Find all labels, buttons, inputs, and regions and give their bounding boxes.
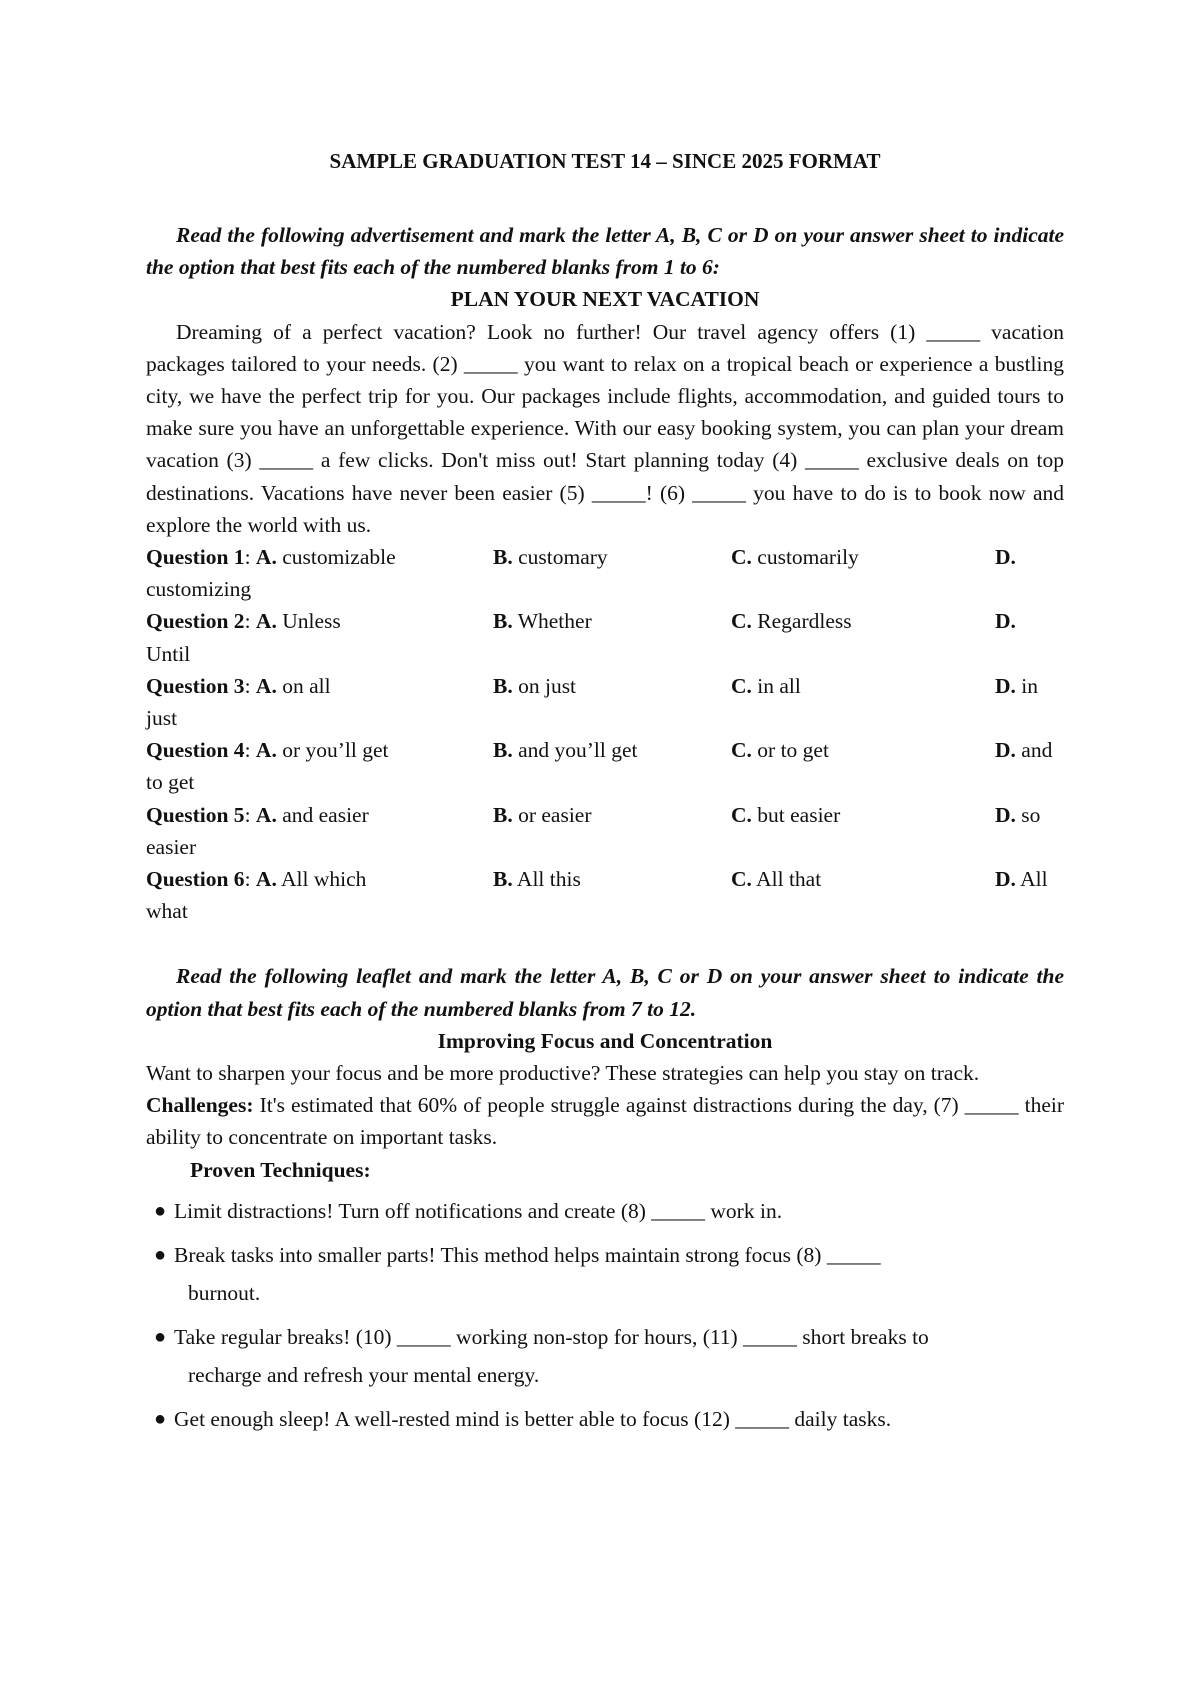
option-c: but easier: [757, 802, 841, 827]
option-letter-d: D.: [995, 866, 1016, 891]
option-letter-c: C.: [731, 802, 752, 827]
option-d-wrap: what: [146, 899, 188, 924]
question-row-1: Question 1: A. customizable B. customary C. customarily D. customizing: [146, 541, 1064, 605]
challenges-paragraph: [146, 1089, 1064, 1153]
option-c: Regardless: [757, 609, 852, 634]
option-a: Unless: [282, 609, 341, 634]
option-a: or you’ll get: [282, 738, 389, 763]
option-b: on just: [518, 673, 577, 698]
bullet-icon: ●: [154, 1407, 167, 1430]
bullet-icon: ●: [154, 1243, 167, 1266]
option-b: Whether: [517, 609, 592, 634]
bullet-icon: ●: [154, 1199, 167, 1222]
question-label: Question 5: [146, 802, 245, 827]
option-letter-a: A.: [255, 545, 277, 570]
option-letter-c: C.: [731, 609, 752, 634]
option-c: in all: [757, 673, 801, 698]
option-d-head: so: [1021, 802, 1041, 827]
option-c: or to get: [757, 738, 829, 763]
question-label: Question 1: [146, 545, 245, 570]
option-letter-b: B.: [493, 545, 513, 570]
option-letter-b: B.: [493, 609, 513, 634]
page-title: SAMPLE GRADUATION TEST 14 – SINCE 2025 FORMAT: [329, 149, 881, 173]
option-letter-a: A.: [255, 866, 277, 891]
option-letter-c: C.: [731, 738, 752, 763]
technique-text-continued: burnout.: [188, 1280, 261, 1305]
document-page: [146, 145, 1064, 1438]
option-b: and you’ll get: [518, 738, 638, 763]
option-letter-d: D.: [995, 673, 1016, 698]
question-row-3: Question 3: A. on all B. on just C. in all D. in just: [146, 670, 1064, 734]
technique-text: Limit distractions! Turn off notifications and create (8) _____ work in.: [174, 1198, 783, 1223]
option-letter-b: B.: [493, 673, 513, 698]
option-letter-c: C.: [731, 545, 752, 570]
question-row-4: Question 4: A. or you’ll get B. and you’ll get C. or to get D. and to get: [146, 734, 1064, 798]
option-d-head: All: [1020, 866, 1048, 891]
technique-text: Break tasks into smaller parts! This method helps maintain strong focus (8) _____: [174, 1242, 881, 1267]
option-letter-b: B.: [493, 866, 513, 891]
question-row-2: Question 2: A. Unless B. Whether C. Regardless D. Until: [146, 605, 1064, 669]
section1-passage: Dreaming of a perfect vacation? Look no further! Our travel agency offers (1) _____ vacation packages tailored to your needs. (2) _____ you want to relax on a tropical beach or experience a bustling city, we have the perfect trip for you. Our packages include flights, accommodation, and guided tours to make sure you have an unforgettable experience. With our easy booking system, you can plan your dream vacation (3) _____ a few clicks. Don't miss out! Start planning today (4) _____ exclusive deals on top destinations. Vacations have never been easier (5) _____! (6) _____ you have to do is to book now and explore the world with us.: [146, 319, 1064, 537]
bullet-icon: ●: [154, 1325, 167, 1348]
technique-item-3: [146, 1318, 1064, 1394]
option-letter-b: B.: [493, 738, 513, 763]
option-letter-d: D.: [995, 738, 1016, 763]
option-b: customary: [518, 545, 608, 570]
option-letter-a: A.: [255, 609, 277, 634]
option-letter-d: D.: [995, 609, 1016, 634]
section-gap: [146, 927, 1064, 960]
option-a: customizable: [282, 545, 396, 570]
option-d-head: and: [1021, 738, 1053, 763]
technique-list: [146, 1192, 1064, 1438]
option-d-wrap: easier: [146, 834, 197, 859]
question-list: [146, 541, 1064, 927]
option-letter-d: D.: [995, 802, 1016, 827]
option-d-wrap: customizing: [146, 577, 252, 602]
technique-item-1: [146, 1192, 1064, 1230]
option-d-wrap: just: [146, 706, 178, 730]
option-d-head: in: [1021, 673, 1039, 698]
section1-heading: PLAN YOUR NEXT VACATION: [450, 287, 760, 312]
technique-item-4: [146, 1400, 1064, 1438]
question-label: Question 6: [146, 866, 245, 891]
question-label: Question 3: [146, 673, 245, 698]
challenges-text: It's estimated that 60% of people struggle against distractions during the day, (7) _____ their ability to concentrate on important tasks.: [146, 1093, 1064, 1150]
option-letter-c: C.: [731, 866, 752, 891]
option-letter-d: D.: [995, 545, 1016, 570]
section1-instruction: Read the following advertisement and mark the letter A, B, C or D on your answer sheet to indicate the option that best fits each of the numbered blanks from 1 to 6:: [146, 223, 1064, 280]
option-letter-a: A.: [255, 738, 277, 763]
question-label: Question 4: [146, 738, 245, 763]
option-a: on all: [282, 673, 331, 698]
option-d-wrap: Until: [146, 641, 191, 666]
technique-text-continued: recharge and refresh your mental energy.: [188, 1362, 540, 1387]
option-b: All this: [516, 866, 581, 891]
option-c: All that: [756, 866, 822, 891]
option-a: All which: [281, 866, 367, 891]
technique-item-2: [146, 1236, 1064, 1312]
option-letter-a: A.: [255, 802, 277, 827]
option-a: and easier: [282, 802, 369, 827]
question-row-6: Question 6: A. All which B. All this C. All that D. All what: [146, 863, 1064, 927]
section2-heading: Improving Focus and Concentration: [437, 1028, 773, 1053]
option-d-wrap: to get: [146, 770, 195, 795]
question-label: Question 2: [146, 609, 245, 634]
option-letter-a: A.: [255, 673, 277, 698]
technique-text: Get enough sleep! A well-rested mind is better able to focus (12) _____ daily tasks.: [174, 1406, 892, 1431]
question-row-5: Question 5: A. and easier B. or easier C. but easier D. so easier: [146, 799, 1064, 863]
option-b: or easier: [518, 802, 592, 827]
challenges-label: Challenges:: [146, 1093, 254, 1118]
option-c: customarily: [757, 545, 859, 570]
option-letter-b: B.: [493, 802, 513, 827]
techniques-heading: Proven Techniques:: [190, 1157, 371, 1182]
technique-text: Take regular breaks! (10) _____ working non-stop for hours, (11) _____ short breaks to: [174, 1324, 929, 1349]
option-letter-c: C.: [731, 673, 752, 698]
section2-intro: Want to sharpen your focus and be more productive? These strategies can help you stay on track.: [146, 1060, 980, 1085]
section2-instruction: Read the following leaflet and mark the letter A, B, C or D on your answer sheet to indicate the option that best fits each of the numbered blanks from 7 to 12.: [146, 964, 1064, 1021]
